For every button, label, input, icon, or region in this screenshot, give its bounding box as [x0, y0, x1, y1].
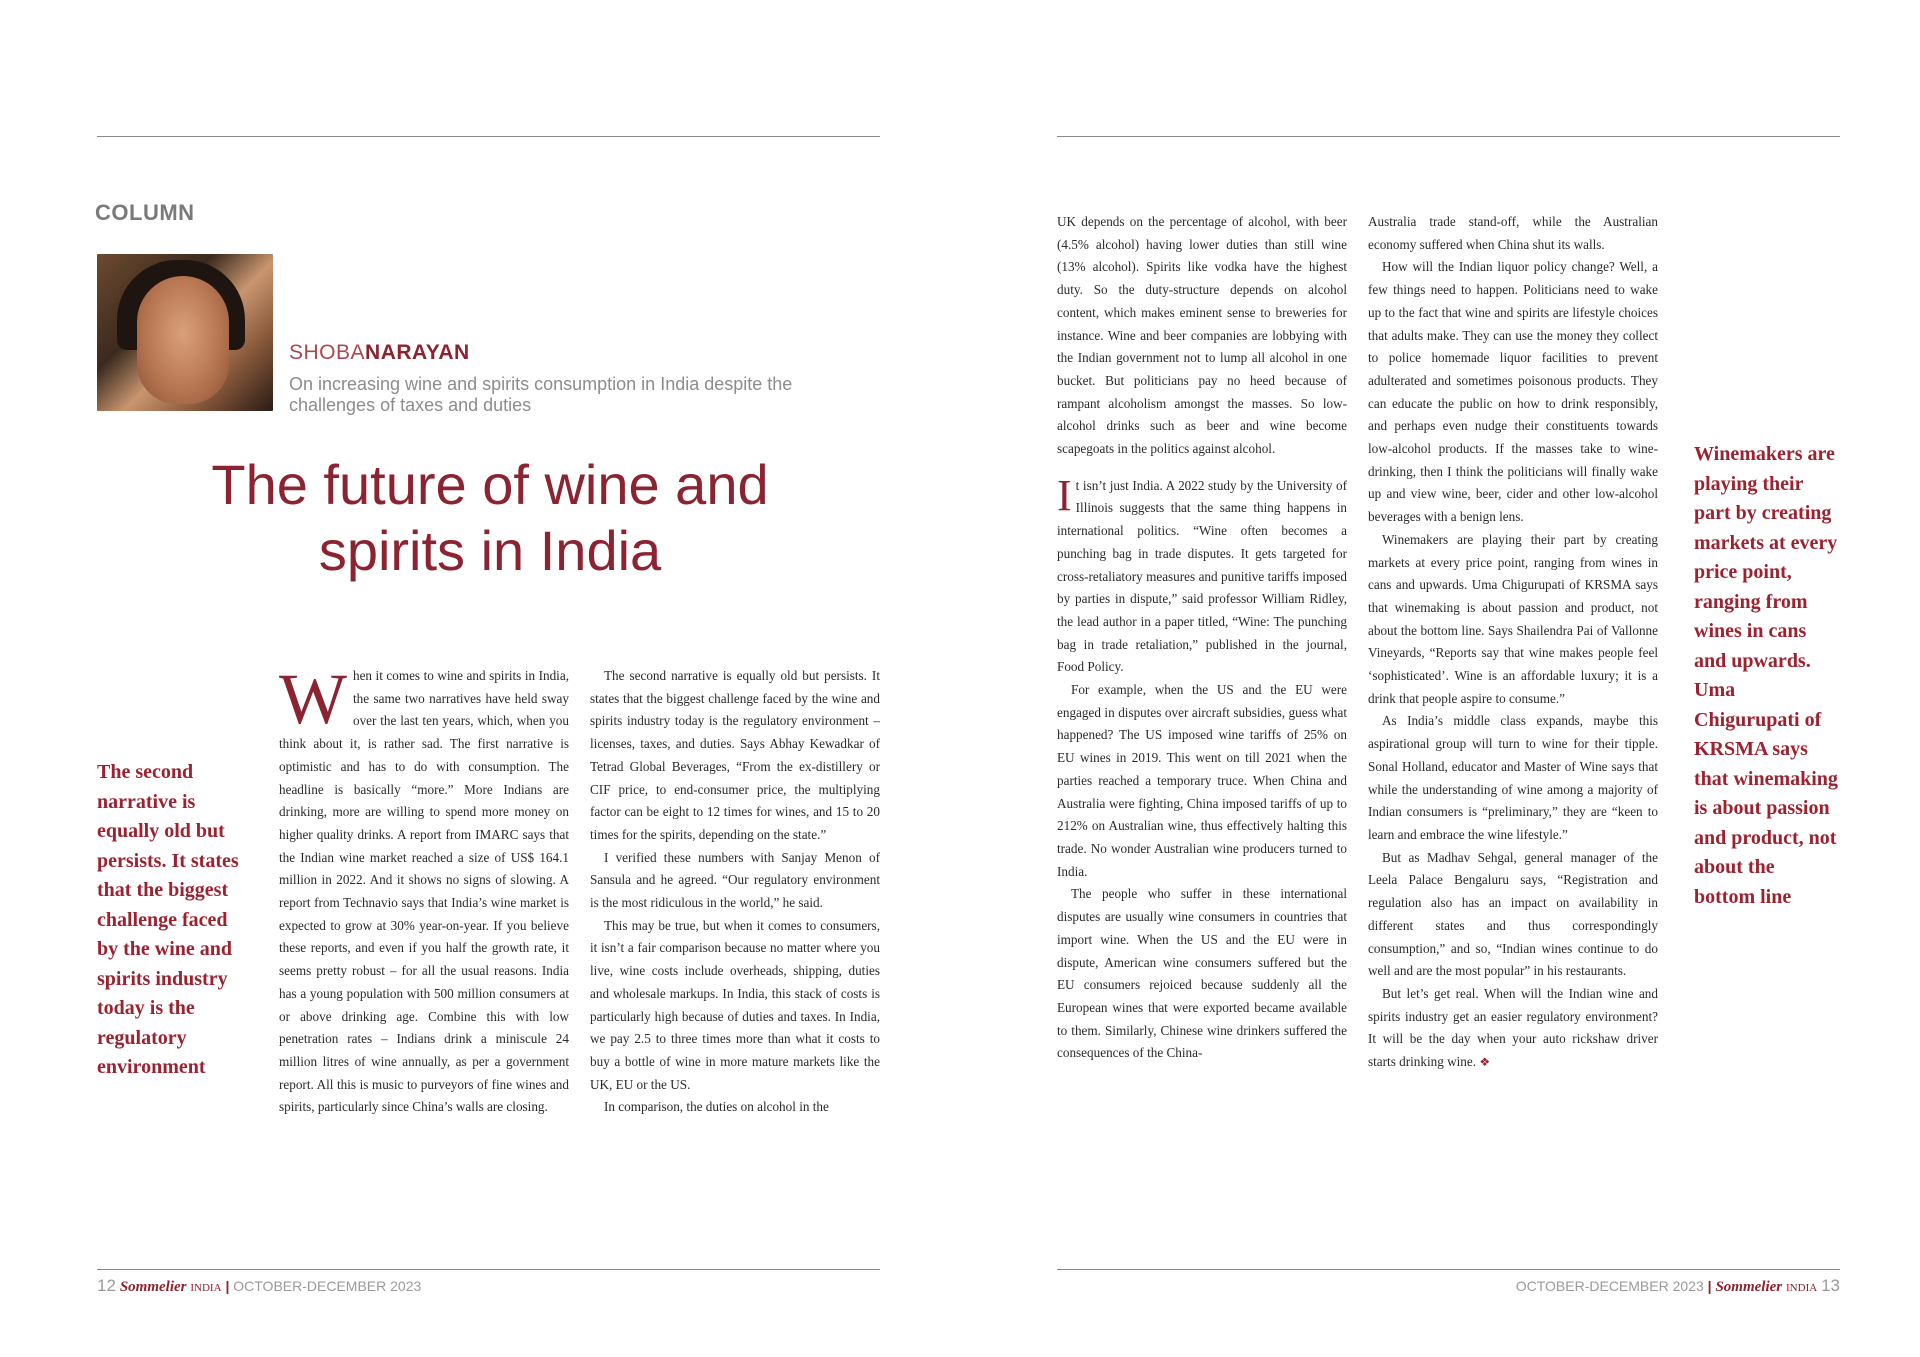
col4-paragraph-2: How will the Indian liquor policy change? Well, a few things need to happen. Politicians need to wake up to the fact that wine and spirits are lifestyle choices that adults make. They can use the money they collect to police homemade liquor facilities to prevent adulterated and sometimes poisonous products. They can educate the public on how to drink responsibly, and perhaps even nudge their constituents towards low-alcohol products. If the masses take to wine-drinking, then I think the politicians will finally wake up and view wine, beer, cider and other low-alcohol beverages with a benign lens.	[1368, 259, 1658, 525]
magazine-name-right: Sommelier	[1715, 1279, 1783, 1295]
issue-date-right: OCTOBER-DECEMBER 2023	[1515, 1278, 1704, 1294]
col3-paragraph-3: For example, when the US and the EU were engaged in disputes over aircraft subsidies, guess what happened? The US imposed wine tariffs of 25% on EU wines in 2019. This went on till 2021 when the parties reached a temporary truce. When China and Australia were fighting, China imposed tariffs of up to 212% on Australian wine, thus effectively halting this trade. No wonder Australian wine producers turned to India.	[1057, 682, 1347, 879]
bottom-rule-left	[97, 1269, 880, 1270]
headline-line-1: The future of wine and	[211, 453, 769, 516]
col2-paragraph-3: This may be true, but when it comes to consumers, it isn’t a fair comparison because no matter where you live, wine costs include overheads, shipping, duties and wholesale markups. In India, this stack of costs is particularly high because of duties and taxes. In India, we pay 2.5 to three times more than what it costs to buy a bottle of wine in more mature markets like the UK, EU or the US.	[590, 917, 880, 1092]
magazine-name-left: Sommelier	[119, 1279, 187, 1295]
col4-paragraph-1: Australia trade stand-off, while the Australian economy suffered when China shut its walls.	[1368, 214, 1658, 252]
dropcap-w: W	[279, 659, 347, 739]
magazine-india-right: INDIA	[1786, 1282, 1818, 1294]
author-photo	[97, 254, 273, 411]
bottom-rule-right	[1057, 1269, 1840, 1270]
article-column-1	[279, 659, 569, 1119]
author-name	[289, 341, 470, 365]
folio-right: OCTOBER-DECEMBER 2023 | Sommelier INDIA 13	[1515, 1276, 1840, 1295]
col3-paragraph-4: The people who suffer in these international disputes are usually wine consumers in countries that import wine. When the US and the EU were in dispute, American wine consumers suffered but the EU consumers rejoiced because suddenly all the European wines that were exported became available to them. Similarly, Chinese wine drinkers suffered the consequences of the China-	[1057, 886, 1347, 1061]
author-first-name: SHOBA	[289, 341, 366, 364]
folio-left: 12 Sommelier INDIA | OCTOBER-DECEMBER 2023	[97, 1276, 422, 1295]
pull-quote-right: Winemakers are playing their part by creating markets at every price point, ranging from wines in cans and upwards. Uma Chigurupati of KRSMA says that winemaking is about passion and product, not about the bottom line	[1694, 443, 1838, 908]
article-column-4	[1368, 211, 1658, 1074]
article-headline	[150, 452, 830, 584]
end-mark-icon: ❖	[1479, 1055, 1491, 1070]
article-dek: On increasing wine and spirits consumption in India despite the challenges of taxes and duties	[289, 374, 793, 415]
col4-paragraph-6: But let’s get real. When will the Indian wine and spirits industry get an easier regulatory environment? It will be the day when your auto rickshaw driver starts drinking wine.	[1368, 985, 1658, 1070]
col3-paragraph-1: UK depends on the percentage of alcohol, with beer (4.5% alcohol) having lower duties than still wine (13% alcohol). Spirits like vodka have the highest duty. So the duty-structure depends on alcohol content, which makes eminent sense to breweries for instance. Wine and beer companies are lobbying with the Indian government not to lump all alcohol in one bucket. But politicians pay no heed because of rampant alcoholism amongst the masses. So low-alcohol drinks such as beer and wine become scapegoats in the politics against alcohol.	[1057, 214, 1347, 457]
col4-paragraph-5: But as Madhav Sehgal, general manager of the Leela Palace Bengaluru says, “Registration and regulation also has an impact on availability in different states and thus correspondingly consumption,” and so, “Indian wines continue to do well and are the most popular” in his restaurants.	[1368, 849, 1658, 979]
dropcap-i: I	[1057, 470, 1072, 520]
col1-paragraph-1: hen it comes to wine and spirits in India, the same two narratives have held sway over the last ten years, which, when you think about it, is rather sad. The first narrative is optimistic and has to do with consumption. The headline is basically “more.” More Indians are drinking, more are willing to spend more money on higher quality drinks. A report from IMARC says that the Indian wine market reached a size of US$ 164.1 million in 2022. And it shows no signs of slowing. A report from Technavio says that India’s wine market is expected to grow at 30% year-on-year. If you believe these reports, and even if you half the growth rate, it seems pretty robust – for all the usual reasons. India has a young population with 500 million consumers at or above drinking age. Combine this with low penetration rates – Indians drink a miniscule 24 million litres of wine annually, as per a government report. All this is music to purveyors of fine wines and spirits, particularly since China’s walls are closing.	[279, 668, 569, 1115]
col3-paragraph-2: t isn’t just India. A 2022 study by the University of Illinois suggests that the same thing happens in international politics. “Wine often becomes a punching bag in trade disputes. It gets targeted for cross-retaliatory measures and punitive tariffs imposed by parties in dispute,” said professor William Ridley, the lead author in a paper titled, “Wine: The punching bag in trade retaliation,” published in the journal, Food Policy.	[1057, 477, 1347, 675]
col2-paragraph-4: In comparison, the duties on alcohol in the	[604, 1099, 829, 1115]
pull-quote-left: The second narrative is equally old but persists. It states that the biggest challenge faced by the wine and spirits industry today is the regulatory environment	[97, 761, 239, 1078]
headline-line-2: spirits in India	[318, 519, 662, 582]
top-rule-right	[1057, 136, 1840, 137]
article-column-2	[590, 665, 880, 1119]
issue-date-left: OCTOBER-DECEMBER 2023	[233, 1278, 422, 1294]
section-label: COLUMN	[95, 200, 195, 225]
article-column-3	[1057, 211, 1347, 1065]
col2-paragraph-1: The second narrative is equally old but persists. It states that the biggest challenge faced by the wine and spirits industry today is the regulatory environment – licenses, taxes, and duties. Says Abhay Kewadkar of Tetrad Global Beverages, “From the ex-distillery or CIF price, to end-consumer price, the multiplying factor can be eight to 12 times for wines, and 15 to 20 times for the spirits, depending on the state.”	[590, 668, 880, 842]
col2-paragraph-2: I verified these numbers with Sanjay Menon of Sansula and he agreed. “Our regulatory environment is the most ridiculous in the world,” he said.	[590, 849, 880, 911]
page-number-right: 13	[1821, 1276, 1840, 1295]
col4-paragraph-3: Winemakers are playing their part by creating markets at every price point, ranging from wines in cans and upwards. Uma Chigurupati of KRSMA says that winemaking is about passion and product, not about the bottom line. Says Shailendra Pai of Vallonne Vineyards, “Reports say that wine makes people feel ‘sophisticated’. Wine is an affordable luxury; it is a drink that people aspire to consume.”	[1368, 531, 1658, 706]
top-rule-left	[97, 136, 880, 137]
magazine-india-left: INDIA	[190, 1282, 222, 1294]
page-number-left: 12	[97, 1276, 116, 1295]
author-last-name: NARAYAN	[365, 341, 470, 364]
col4-paragraph-4: As India’s middle class expands, maybe this aspirational group will turn to wine for their tipple. Sonal Holland, educator and Master of Wine says that while the understanding of wine among a majority of Indian consumers is “preliminary,” they are “keen to learn and embrace the wine lifestyle.”	[1368, 713, 1658, 842]
